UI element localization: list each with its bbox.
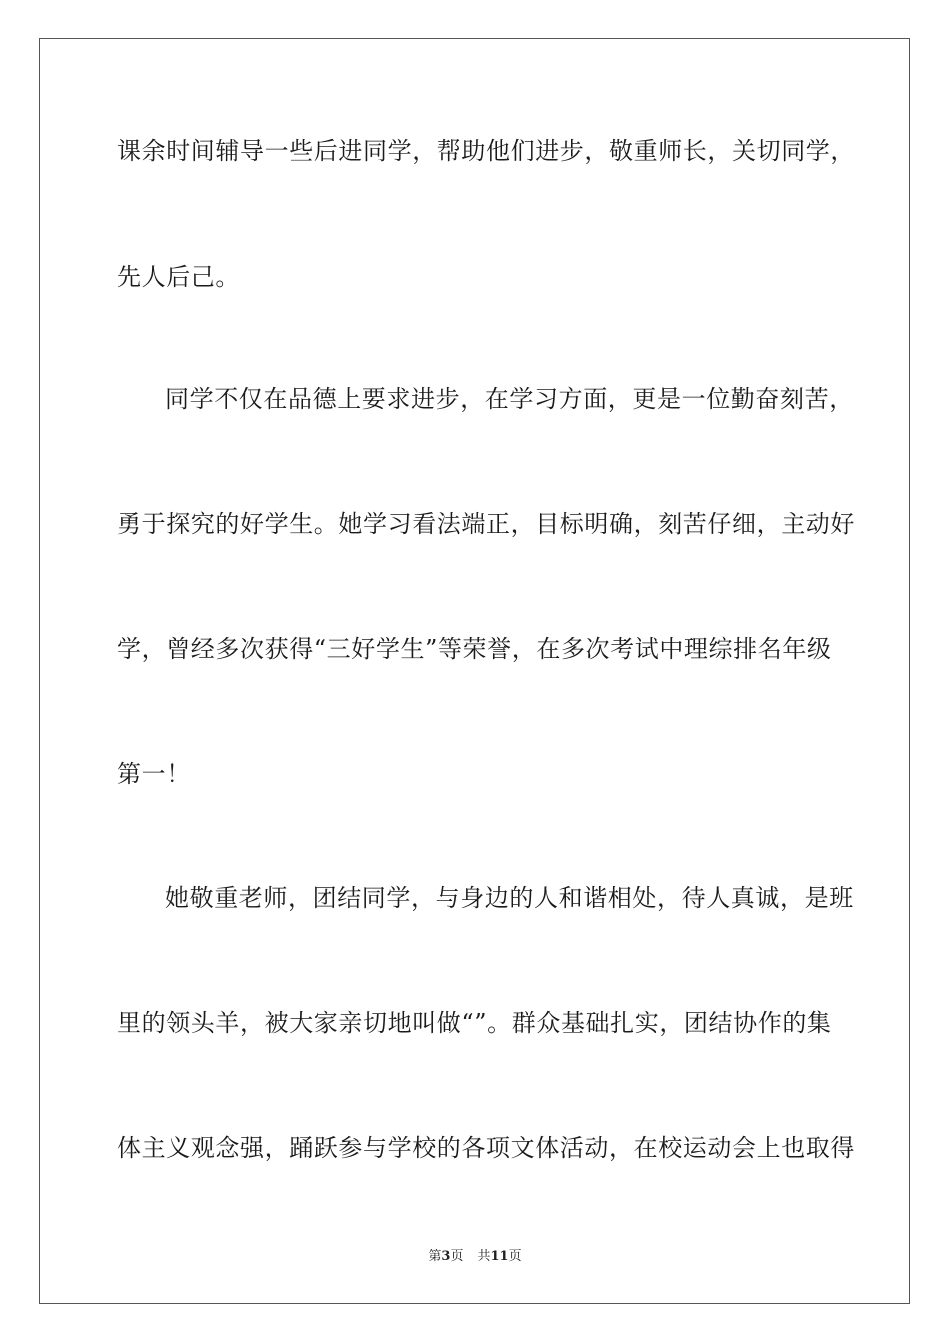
- body-line-1: 课余时间辅导一些后进同学，帮助他们进步，敬重师长，关切同学，: [117, 137, 855, 165]
- body-line-8: 里的领头羊，被大家亲切地叫做“”。群众基础扎实，团结协作的集: [117, 1009, 832, 1037]
- footer-page-prefix: 第: [428, 1249, 442, 1264]
- body-line-7: 她敬重老师，团结同学，与身边的人和谐相处，待人真诚，是班: [165, 884, 854, 912]
- footer-page-current: 3: [441, 1249, 451, 1264]
- footer-total-prefix: 共: [477, 1249, 491, 1264]
- body-line-2: 先人后己。: [117, 263, 240, 291]
- footer-page-total: 11: [490, 1249, 509, 1264]
- body-line-5: 学，曾经多次获得“三好学生”等荣誉，在多次考试中理综排名年级: [117, 635, 832, 663]
- body-line-9: 体主义观念强，踊跃参与学校的各项文体活动，在校运动会上也取得: [117, 1134, 855, 1162]
- footer-page-suffix: 页: [450, 1249, 464, 1264]
- page-border: [39, 38, 910, 1304]
- body-line-6: 第一！: [117, 760, 191, 788]
- page-footer: [0, 1249, 950, 1265]
- body-line-3: 同学不仅在品德上要求进步，在学习方面，更是一位勤奋刻苦，: [165, 385, 854, 413]
- body-line-4: 勇于探究的好学生。她学习看法端正，目标明确，刻苦仔细，主动好: [117, 510, 855, 538]
- footer-total-suffix: 页: [508, 1249, 522, 1264]
